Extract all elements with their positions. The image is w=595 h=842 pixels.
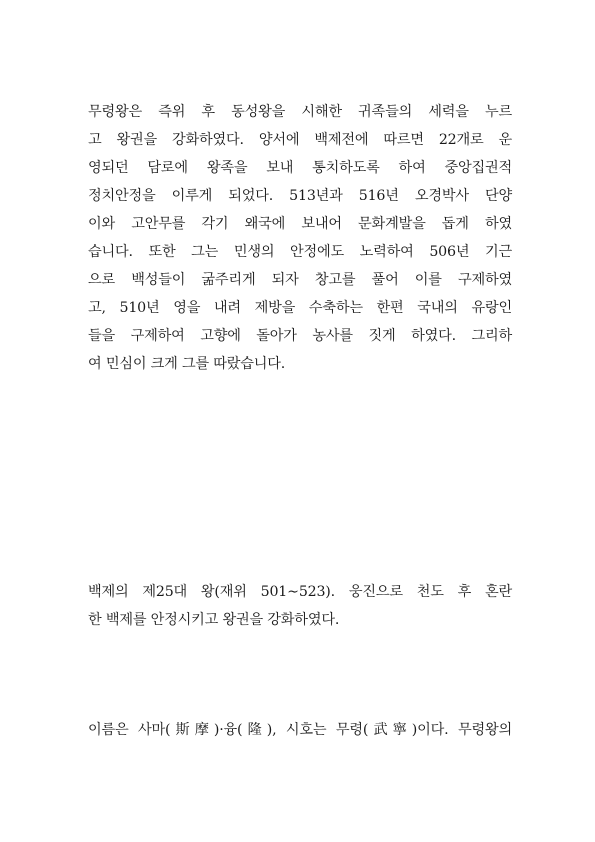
- text-line: 여 민심이 크게 그를 따랐습니다.: [88, 356, 286, 372]
- text-line: 습니다. 또한 그는 민생의 안정에도 노력하여 506년 기근: [88, 244, 512, 260]
- text-line: 정치안정을 이루게 되었다. 513년과 516년 오경박사 단양: [88, 188, 512, 204]
- text-line: 고, 510년 영을 내려 제방을 수축하는 한편 국내의 유랑인: [88, 300, 512, 316]
- text-line: 으로 백성들이 굶주리게 되자 창고를 풀어 이를 구제하였: [88, 272, 512, 288]
- text-line: 영되던 담로에 왕족을 보내 통치하도록 하여 중앙집권적: [88, 160, 512, 176]
- text-line: 이와 고안무를 각기 왜국에 보내어 문화계발을 돕게 하였: [88, 216, 512, 232]
- paragraph-reign-achievements: [88, 98, 512, 378]
- text-line: 이름은 사마(斯摩)·융(隆), 시호는 무령(武寧)이다. 무령왕의: [88, 722, 512, 738]
- text-line: 백제의 제25대 왕(재위 501∼523). 웅진으로 천도 후 혼란: [88, 584, 512, 600]
- text-line: 한 백제를 안정시키고 왕권을 강화하였다.: [88, 612, 340, 628]
- paragraph-king-summary: [88, 578, 512, 634]
- text-line: 들을 구제하여 고향에 돌아가 농사를 짓게 하였다. 그리하: [88, 328, 512, 344]
- text-line: 무령왕은 즉위 후 동성왕을 시해한 귀족들의 세력을 누르: [88, 104, 512, 120]
- text-line: 고 왕권을 강화하였다. 양서에 백제전에 따르면 22개로 운: [88, 132, 512, 148]
- paragraph-king-names: [88, 716, 512, 744]
